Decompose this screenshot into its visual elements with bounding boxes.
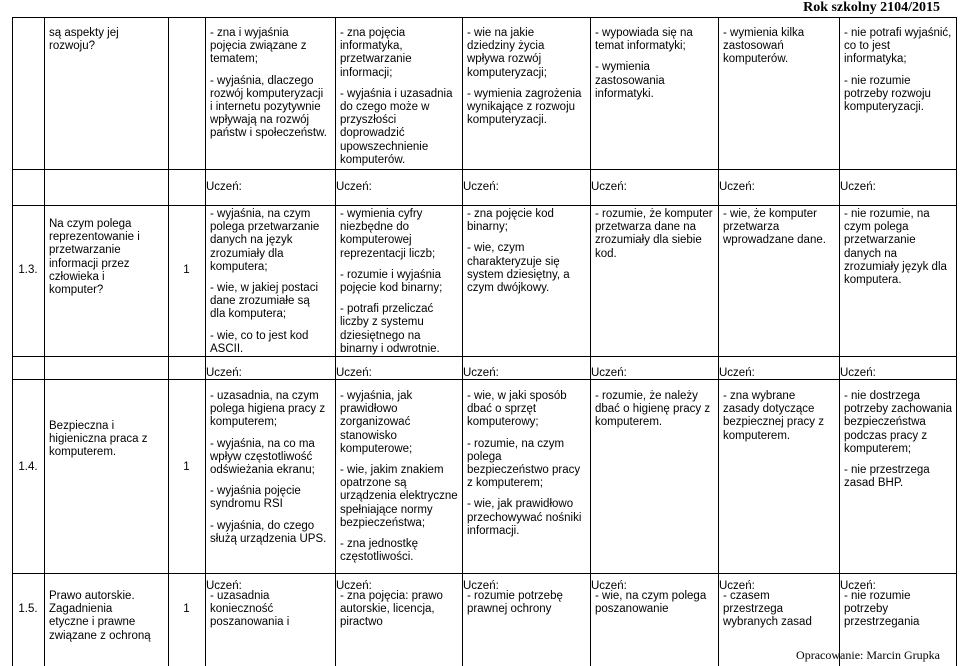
cell-line: zrozumiały dla siebie [595,234,702,247]
cell-line: urządzenia elektryczne [340,490,458,503]
topic-cell [49,590,165,643]
cell-line: ASCII. [210,342,244,355]
cell-line: - zna wybrane [723,390,796,402]
cell-line: - wie, czym [467,242,525,255]
cell-line: polega [467,450,502,463]
cell-line: Na czym polega [49,218,132,230]
cell-line: polega higiena pracy z [210,403,326,416]
cell-line: potrzeby [844,603,889,616]
cell-line: - uzasadnia [210,590,270,602]
row-divider [12,573,956,574]
cell-line: do czego może w [340,101,430,114]
cell-line: reprezentacji liczb; [340,247,436,260]
cell-line: bezpieczeństwo pracy [467,464,581,477]
requirement-cell-c4 [595,390,715,430]
requirement-cell-c4 [595,590,715,616]
cell-line: informacji. [467,524,520,537]
column-divider [718,17,719,666]
cell-line: przestrzega [723,603,784,616]
cell-line: binarny i odwrotnie. [340,342,440,355]
cell-line: - wymienia cyfry [340,208,423,220]
cell-line: przyszłości [340,114,397,127]
student-label: Uczeń: [840,580,876,592]
cell-line: wpływa rozwój [467,53,542,66]
requirement-cell-c5 [723,27,836,67]
cell-line: niezbędne do [340,221,410,234]
cell-line: - nie rozumie [844,590,911,602]
cell-line: - nie rozumie, na [844,208,930,220]
cell-line: zasad BHP. [844,477,904,490]
cell-line: zastosowania [595,74,665,87]
cell-line: zrozumiały dla [210,247,284,260]
topic-cell [49,27,165,53]
cell-line: przetwarza dane na [595,221,697,234]
cell-line: komputeryzacji. [467,114,547,127]
requirement-cell-c5 [723,208,836,248]
cell-line: - rozumie potrzebę [467,590,563,602]
cell-line: komputerów. [340,153,406,166]
column-divider [44,17,45,666]
cell-line: komputer? [49,284,104,297]
cell-line: opatrzone są [340,477,407,490]
cell-line: informacji przez [49,257,130,270]
cell-line: stanowisko [340,429,397,442]
cell-line: zasady dotyczące [723,403,815,416]
cell-line: komputeryzacji. [844,101,924,114]
cell-line: dziedziny życia [467,40,545,53]
cell-line: komputeryzacji; [467,66,547,79]
cell-line: służą urządzenia UPS. [210,532,327,545]
requirement-cell-c4 [595,208,715,261]
cell-line: prawidłowo [340,403,398,416]
cell-line: reprezentowanie i [49,231,140,244]
cell-line: dziesiętnego na [340,329,421,342]
student-label: Uczeń: [463,367,499,379]
cell-line: - wie, w jakiej postaci [210,282,319,295]
cell-line: - czasem [723,590,770,602]
cell-line: komputerów. [723,53,789,66]
column-divider [168,17,169,666]
cell-line: - zna pojęcia: prawo [340,590,443,602]
topic-cell [49,420,165,460]
cell-line: komputera. [844,274,902,287]
cell-line: dbać o sprzęt [467,403,537,416]
cell-line: zrozumiały język dla [844,260,947,273]
cell-line: odświeżania ekranu; [210,464,315,477]
cell-line: temat informatyki; [595,40,686,53]
hours-cell: 1 [183,603,190,615]
row-divider [12,17,956,18]
cell-line: Prawo autorskie. [49,590,135,602]
cell-line: autorskie, licencja, [340,603,435,616]
hours-cell: 1 [183,461,190,473]
cell-line: potrzeby zachowania [844,403,953,416]
column-divider [462,17,463,666]
column-divider [956,17,957,666]
requirement-cell-c3 [467,27,587,127]
cell-line: kod. [595,247,617,260]
cell-line: potrzeby rozwoju [844,87,931,100]
cell-line: - uzasadnia, na czym [210,390,319,402]
cell-line: - wie, że komputer [723,208,817,220]
student-label: Uczeń: [336,181,372,193]
student-label: Uczeń: [336,580,372,592]
requirement-cell-c6 [844,208,953,287]
cell-line: doprowadzić [340,127,405,140]
cell-line: rozwoju? [49,40,96,53]
cell-line: bezpieczeństwa; [340,516,426,529]
student-label: Uczeń: [591,580,627,592]
cell-line: czym polega [844,221,909,234]
cell-line: danych na język [210,234,293,247]
cell-line: - wypowiada się na [595,27,693,39]
cell-line: przechowywać nośniki [467,511,582,524]
cell-line: informacji; [340,66,393,79]
cell-line: dbać o higienę pracy z [595,403,711,416]
cell-line: tematem; [210,53,258,66]
student-label: Uczeń: [719,181,755,193]
cell-line: komputerowy; [467,416,539,429]
cell-line: - zna pojęcia [340,27,406,39]
row-divider [12,356,956,357]
cell-line: prawnej ochrony [467,603,552,616]
cell-line: częstotliwości. [340,551,414,564]
cell-line: wynikające z rozwoju [467,101,576,114]
cell-line: higieniczna praca z [49,433,148,446]
cell-line: zorganizować [340,416,411,429]
cell-line: - wie, jakim znakiem [340,464,444,477]
cell-line: wprowadzane dane. [723,234,826,247]
row-divider [12,169,956,170]
cell-line: przetwarzanie [49,244,121,257]
cell-line: - nie potrafi wyjaśnić, [844,27,952,39]
student-label: Uczeń: [840,181,876,193]
cell-line: i internetu pozytywnie [210,101,321,114]
cell-line: - rozumie, na czym [467,437,565,450]
row-number: 1.5. [18,603,38,615]
topic-cell [49,218,165,297]
student-label: Uczeń: [591,367,627,379]
student-label: Uczeń: [463,181,499,193]
cell-line: komputerem. [595,416,663,429]
cell-line: - nie dostrzega [844,390,921,402]
column-divider [205,17,206,666]
student-label: Uczeń: [206,580,242,592]
requirement-cell-c4 [595,27,715,101]
cell-line: danych na [844,247,898,260]
requirement-cell-c6 [844,390,953,490]
cell-line: syndromu RSI [210,498,283,511]
cell-line: - wie, na czym polega [595,590,707,602]
cell-line: - wyjaśnia i uzasadnia [340,87,453,100]
row-number: 1.3. [18,264,38,276]
requirement-cell-c1 [210,590,332,630]
cell-line: - wyjaśnia pojęcie [210,485,301,498]
cell-line: informatyka; [844,53,907,66]
cell-line: człowieka i [49,270,105,283]
cell-line: - wymienia [595,61,650,74]
cell-line: informatyka, [340,40,403,53]
cell-line: pojęcie kod binarny; [340,282,443,295]
cell-line: przetwarza [723,221,780,234]
column-divider [12,17,13,666]
cell-line: wpływają na rozwój [210,114,310,127]
cell-line: upowszechnienie [340,140,429,153]
cell-line: Bezpieczna i [49,420,115,432]
requirement-cell-c2 [340,27,459,167]
cell-line: poszanowania i [210,616,290,629]
cell-line: związane z ochroną [49,629,151,642]
cell-line: - nie rozumie [844,74,911,87]
cell-line: pojęcia związane z [210,40,307,53]
cell-line: komputerem; [844,442,912,455]
cell-line: komputerowej [340,234,412,247]
cell-line: - wyjaśnia, na co ma [210,437,315,450]
student-label: Uczeń: [719,580,755,592]
requirement-cell-c5 [723,590,836,630]
cell-line: dane zrozumiałe są [210,295,310,308]
cell-line: - rozumie i wyjaśnia [340,268,441,281]
cell-line: komputera; [210,260,268,273]
cell-line: co to jest [844,40,891,53]
cell-line: charakteryzuje się [467,255,560,268]
cell-line: - zna jednostkę [340,538,418,551]
cell-line: - nie przestrzega [844,464,930,477]
cell-line: przestrzegania [844,616,920,629]
cell-line: czym dwójkowy. [467,282,550,295]
cell-line: zastosowań [723,40,784,53]
student-label: Uczeń: [840,367,876,379]
author-footer: Opracowanie: Marcin Grupka [796,648,940,662]
cell-line: - wie, co to jest kod [210,329,309,342]
cell-line: - wie, w jaki sposób [467,390,567,402]
requirement-cell-c2 [340,590,459,630]
column-divider [839,17,840,666]
row-number: 1.4. [18,461,38,473]
requirement-cell-c6 [844,590,953,630]
cell-line: - wyjaśnia, jak [340,390,413,402]
cell-line: bezpieczeństwa [844,416,926,429]
cell-line: liczby z systemu [340,316,424,329]
requirement-cell-c2 [340,208,459,356]
student-label: Uczeń: [591,181,627,193]
requirement-cell-c1 [210,27,332,141]
cell-line: system dziesiętny, a [467,268,570,281]
column-divider [590,17,591,666]
cell-line: państw i społeczeństw. [210,127,327,140]
cell-line: informatyki. [595,87,654,100]
cell-line: - rozumie, że komputer [595,208,713,220]
cell-line: - wie na jakie [467,27,535,39]
requirement-cell-c6 [844,27,953,114]
cell-line: - zna i wyjaśnia [210,27,289,39]
cell-line: podczas pracy z [844,429,928,442]
cell-line: - rozumie, że należy [595,390,698,402]
cell-line: Zagadnienia [49,603,113,616]
column-divider [335,17,336,666]
requirement-cell-c1 [210,208,332,356]
cell-line: są aspekty jej [49,27,119,39]
cell-line: wpływ częstotliwość [210,450,313,463]
cell-line: spełniające normy [340,503,433,516]
cell-line: - zna pojęcie kod [467,208,554,220]
row-divider [12,205,956,206]
cell-line: polega przetwarzanie [210,221,320,234]
requirement-cell-c5 [723,390,836,443]
cell-line: - potrafi przeliczać [340,303,434,316]
requirement-cell-c1 [210,390,332,546]
student-label: Uczeń: [463,580,499,592]
cell-line: - wyjaśnia, dlaczego [210,74,314,87]
hours-cell: 1 [183,264,190,276]
cell-line: dla komputera; [210,308,287,321]
school-year-header: Rok szkolny 2104/2015 [803,0,940,15]
cell-line: rozwój komputeryzacji [210,87,324,100]
cell-line: - wyjaśnia, do czego [210,519,315,532]
cell-line: - wyjaśnia, na czym [210,208,311,220]
cell-line: wybranych zasad [723,616,812,629]
cell-line: przetwarzanie [844,234,916,247]
cell-line: komputerowe; [340,442,413,455]
cell-line: poszanowanie [595,603,669,616]
cell-line: komputerem. [723,429,791,442]
cell-line: - wymienia kilka [723,27,805,39]
cell-line: - wie, jak prawidłowo [467,498,574,511]
cell-line: binarny; [467,221,508,234]
cell-line: piractwo [340,616,383,629]
student-label: Uczeń: [719,367,755,379]
cell-line: komputerem; [210,416,278,429]
student-label: Uczeń: [206,181,242,193]
cell-line: bezpiecznej pracy z [723,416,824,429]
cell-line: konieczność [210,603,274,616]
requirement-cell-c3 [467,390,587,538]
cell-line: komputerem. [49,446,117,459]
cell-line: - wymienia zagrożenia [467,87,582,100]
cell-line: etyczne i prawne [49,616,136,629]
requirement-cell-c2 [340,390,459,564]
cell-line: przetwarzanie [340,53,412,66]
requirement-cell-c3 [467,590,587,616]
student-label: Uczeń: [206,367,242,379]
requirement-cell-c3 [467,208,587,295]
student-label: Uczeń: [336,367,372,379]
cell-line: z komputerem; [467,477,544,490]
